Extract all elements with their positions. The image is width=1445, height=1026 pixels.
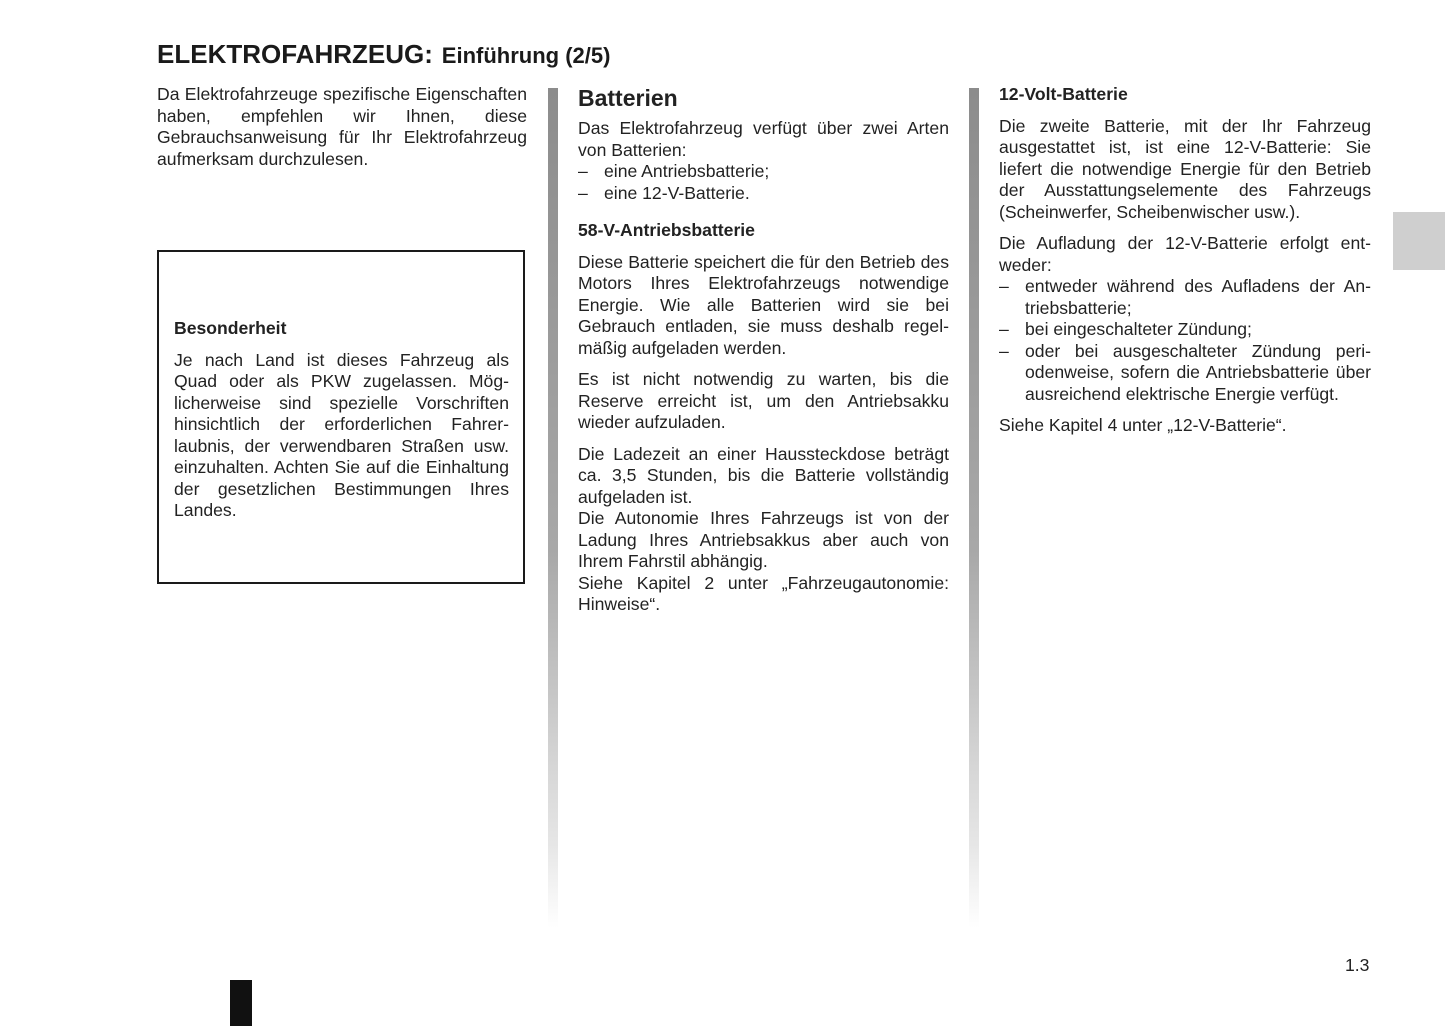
list-item: – oder bei ausgeschalteter Zündung periodenweise, sofern die Antriebsbatterie über ausreichend elektrische Energie verfügt. — [999, 341, 1371, 406]
battery-types-list — [578, 161, 949, 204]
intro-paragraph: Da Elektrofahrzeuge spezifische Eigenschaften haben, empfehlen wir Ihnen, diese Gebrauchsanweisung für Ihr Elektrofahrzeug aufmerksam durchzulesen. — [157, 84, 527, 169]
sub-heading-12v-battery: 12-Volt-Batterie — [999, 84, 1128, 104]
traction-battery-paragraph-3: Die Ladezeit an einer Haussteckdose beträgt ca. 3,5 Stunden, bis die Batterie vollständig aufgeladen ist. — [578, 443, 949, 507]
column-batteries — [578, 84, 949, 626]
traction-battery-paragraph-4: Die Autonomie Ihres Fahrzeugs ist von der Ladung Ihres Antriebsakkus aber auch von Ihrem Fahrstil abhängig. — [578, 508, 949, 571]
list-item: – bei eingeschalteter Zündung; — [999, 319, 1371, 341]
note-text: Je nach Land ist dieses Fahrzeug als Quad oder als PKW zugelassen. Möglicherweise sind spezielle Vorschriften hinsichtlich der erforderlichen Fahrerlaubnis, der verwendbaren Straßen usw. einzuhalten. Achten Sie auf die Einhaltung der gesetzlichen Bestimmungen Ihres Landes. — [174, 349, 509, 520]
list-item: – eine 12-V-Batterie. — [578, 183, 949, 205]
page-number: 1.3 — [1345, 955, 1370, 975]
12v-battery-paragraph-3: Siehe Kapitel 4 unter „12-V-Batterie“. — [999, 415, 1287, 435]
batteries-intro: Das Elektrofahrzeug verfügt über zwei Arten von Batterien: — [578, 118, 949, 160]
12v-battery-paragraph-1: Die zweite Batterie, mit der Ihr Fahrzeug ausgestattet ist, ist eine 12-V-Batterie: Sie liefert die notwendige Energie für den Betrieb der Ausstattungselemente des Fahrzeugs (Scheinwerfer, Scheibenwischer usw.). — [999, 115, 1371, 222]
traction-battery-paragraph-5: Siehe Kapitel 2 unter „Fahrzeugautonomie: Hinweise“. — [578, 572, 949, 614]
print-marker — [230, 980, 252, 1026]
list-item: – eine Antriebsbatterie; — [578, 161, 949, 183]
list-item: – entweder während des Aufladens der Antriebsbatterie; — [999, 276, 1371, 319]
sub-heading-traction-battery: 58-V-Antriebsbatterie — [578, 220, 755, 240]
column-divider-right — [969, 88, 979, 928]
column-12v-battery — [999, 84, 1371, 447]
charging-options-list — [999, 276, 1371, 405]
page-title-sub: Einführung (2/5) — [441, 43, 611, 68]
traction-battery-paragraph-2: Es ist nicht notwendig zu warten, bis die Reserve erreicht ist, um den Antriebsakku wieder aufzuladen. — [578, 369, 949, 432]
page-title — [157, 34, 610, 71]
traction-battery-paragraph-1: Diese Batterie speichert die für den Betrieb des Motors Ihres Elektrofahrzeugs notwendige Energie. Wie alle Batterien wird sie bei Gebrauch entladen, sie muss deshalb regelmäßig aufgeladen werden. — [578, 251, 949, 358]
section-heading-batteries: Batterien — [578, 85, 678, 111]
note-heading: Besonderheit — [174, 318, 287, 338]
page-title-main: ELEKTROFAHRZEUG: — [157, 39, 433, 69]
column-divider-left — [548, 88, 558, 928]
12v-battery-paragraph-2: Die Aufladung der 12-V-Batterie erfolgt entweder: — [999, 233, 1371, 275]
chapter-thumb-tab — [1393, 212, 1445, 270]
column-intro — [157, 84, 527, 180]
note-box — [157, 250, 525, 584]
